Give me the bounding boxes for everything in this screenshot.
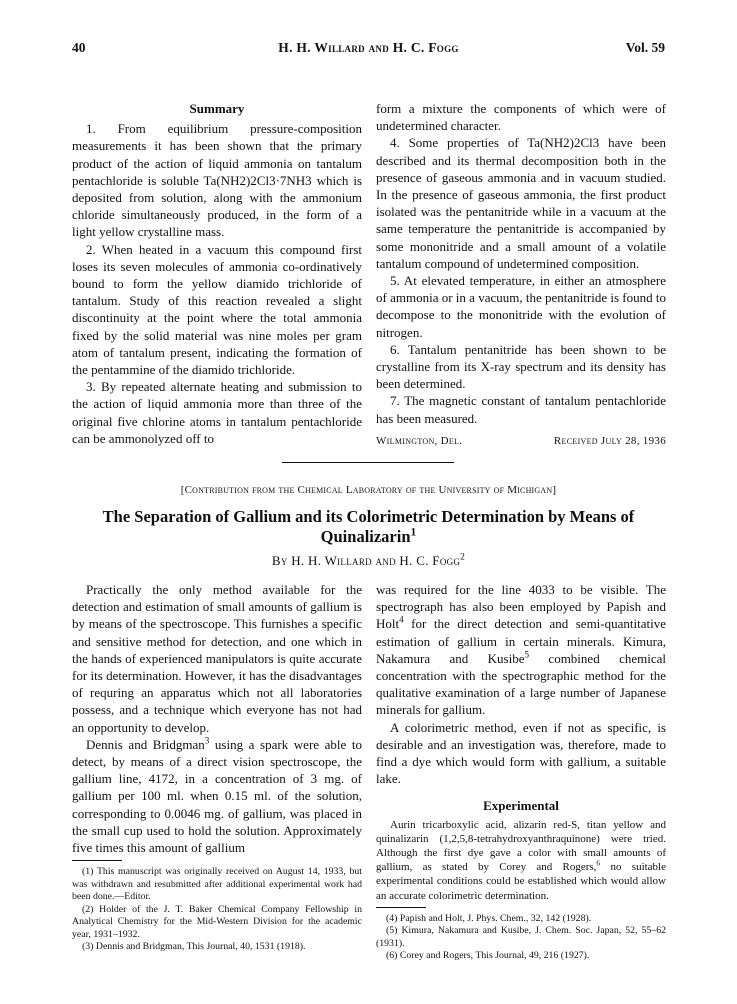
article-title: [90, 507, 647, 547]
summary-right-column: [376, 100, 666, 450]
summary-item: 2. When heated in a vacuum this compound first loses its seven molecules of ammonia co-ordinatively bound to form the yellow diamido trichloride of tantalum. Study of this reaction revealed a slight discontinuity at the point where the total ammonia fixed by the solid material was nine moles per gram atom of tantalum present, indicating the formation of the pentammine of the diamido trichloride.: [72, 241, 362, 378]
experimental-heading: Experimental: [483, 798, 559, 814]
article-title-line: The Separation of Gallium and its Colorimetric Determination by Means of: [102, 507, 635, 526]
footnote: (4) Papish and Holt, J. Phys. Chem., 32, 142 (1928).: [386, 912, 592, 924]
footnotes-right: [376, 913, 666, 963]
summary-item: 5. At elevated temperature, in either an atmosphere of ammonia or in a vacuum, the pentanitride is found to decompose to the mononitride with the evolution of nitrogen.: [376, 273, 666, 340]
summary-item: 1. From equilibrium pressure-composition measurements it has been shown that the primary product of the action of liquid ammonia on tantalum pentachloride is soluble Ta(NH2)2Cl3·7NH3 which is deposited from solution, along with the ammonium chloride simultaneously produced, in the form of a light yellow crystalline mass.: [72, 121, 362, 240]
summary-left-column: [72, 100, 362, 447]
body-paragraph: was required for the line 4033 to be visible. The spectrograph has also been employed by Papish and Holt$^4$ for the direct detection and semi-quantitative estimation of gallium in certain minerals. Kimura, Nakamura and Kusibe$^5$ combined chemical concentration with the spectrographic method for the qualitative examination of a large number of Japanese minerals for gallium.: [376, 582, 666, 718]
body-left-column: [72, 581, 362, 954]
footnote-marker: 4: [399, 615, 404, 626]
signature-line: [376, 433, 666, 450]
summary-heading: Summary: [189, 101, 245, 116]
running-header: [72, 40, 665, 60]
place: Wilmington, Del.: [376, 434, 463, 447]
footnote-marker: 5: [524, 649, 530, 660]
volume-label: Vol. 59: [625, 40, 665, 55]
footnote-rule: [376, 907, 426, 908]
footnote-rule: [72, 860, 122, 861]
body-paragraph: Dennis and Bridgman$^3$ using a spark were able to detect, by means of a direct vision spectroscope, the gallium line, 4172, in a concentration of 3 mg. of gallium per 100 ml. when 0.15 ml. of the solution, corresponding to 0.0046 mg. of gallium, was placed in the small cup used to hold the solution. Approximately five times this amount of gallium: [72, 735, 362, 856]
footnotes-left: [72, 866, 362, 954]
body-paragraph: A colorimetric method, even if not as specific, is desirable and an investigation was, therefore, made to find a dye which would form with gallium, a suitable lake.: [376, 719, 666, 787]
footnote: (3) Dennis and Bridgman, This Journal, 40, 1531 (1918).: [82, 941, 306, 953]
section-divider: [282, 462, 454, 463]
footnote-marker: 6: [596, 858, 601, 868]
summary-item: 4. Some properties of Ta(NH2)2Cl3 have been described and its thermal decomposition both in the presence of gaseous ammonia and in vacuum studied. In the presence of gaseous ammonia, the first product isolated was the pentanitride while in a vacuum at the same temperature the pentanitride is accompanied by some mononitride and a small amount of a volatile tantalum compound of undetermined composition.: [376, 135, 666, 271]
body-right-column: [376, 581, 666, 963]
contribution-line: [Contribution from the Chemical Laboratory of the University of Michigan]: [180, 484, 557, 496]
summary-item: 7. The magnetic constant of tantalum pentachloride has been measured.: [376, 393, 666, 426]
footnote: (6) Corey and Rogers, This Journal, 49, 216 (1927).: [386, 950, 590, 962]
footnote: (5) Kimura, Nakamura and Kusibe, J. Chem. Soc. Japan, 52, 55–62 (1931).: [376, 925, 666, 949]
footnote-marker: 2: [460, 551, 466, 562]
summary-item: form a mixture the components of which were of undetermined character.: [376, 101, 666, 134]
received-date: Received July 28, 1936: [553, 434, 666, 447]
footnote: (2) Holder of the J. T. Baker Chemical Company Fellowship in Analytical Chemistry for the Mid-Western Division for the academic year, 1931–1932.: [72, 903, 362, 940]
summary-item: 6. Tantalum pentanitride has been shown to be crystalline from its X-ray spectrum and its density has been determined.: [376, 341, 666, 392]
byline: By H. H. Willard and H. C. Fogg$^2$: [271, 551, 466, 568]
experimental-text: Aurin tricarboxylic acid, alizarin red-S, titan yellow and quinalizarin (1,2,5,8-tetrahydroxyanthraquinone) were tried. Although the first dye gave a color with small amounts of gallium, as stated by Corey and Rogers,$^6$ no suitable experimental conditions could be established which would allow an accurate colorimetric determination.: [376, 818, 666, 902]
body-paragraph: Practically the only method available for the detection and estimation of small amounts of gallium is by means of the spectroscope. This furnishes a specific and sensitive method for detection, and one which in the hands of experienced manipulators is quite accurate for its determination. However, it has the disadvantages of requring an apparatus which not all laboratories possess, and a technique which everyone has not had an opportunity to develop.: [72, 582, 362, 735]
page-number: 40: [72, 40, 86, 55]
summary-item: 3. By repeated alternate heating and submission to the action of liquid ammonia more than three of the original five chlorine atoms in tantalum pentachloride can be ammonolyzed off to: [72, 379, 362, 446]
footnote: (1) This manuscript was originally received on August 14, 1933, but was withdrawn and resubmitted after additional experimental work had been done.—Editor.: [72, 866, 362, 903]
running-title: H. H. Willard and H. C. Fogg: [278, 40, 459, 55]
footnote-marker: 3: [204, 735, 210, 746]
footnote-marker: 1: [410, 526, 417, 539]
article-title-line: Quinalizarin$^1$: [320, 526, 417, 546]
